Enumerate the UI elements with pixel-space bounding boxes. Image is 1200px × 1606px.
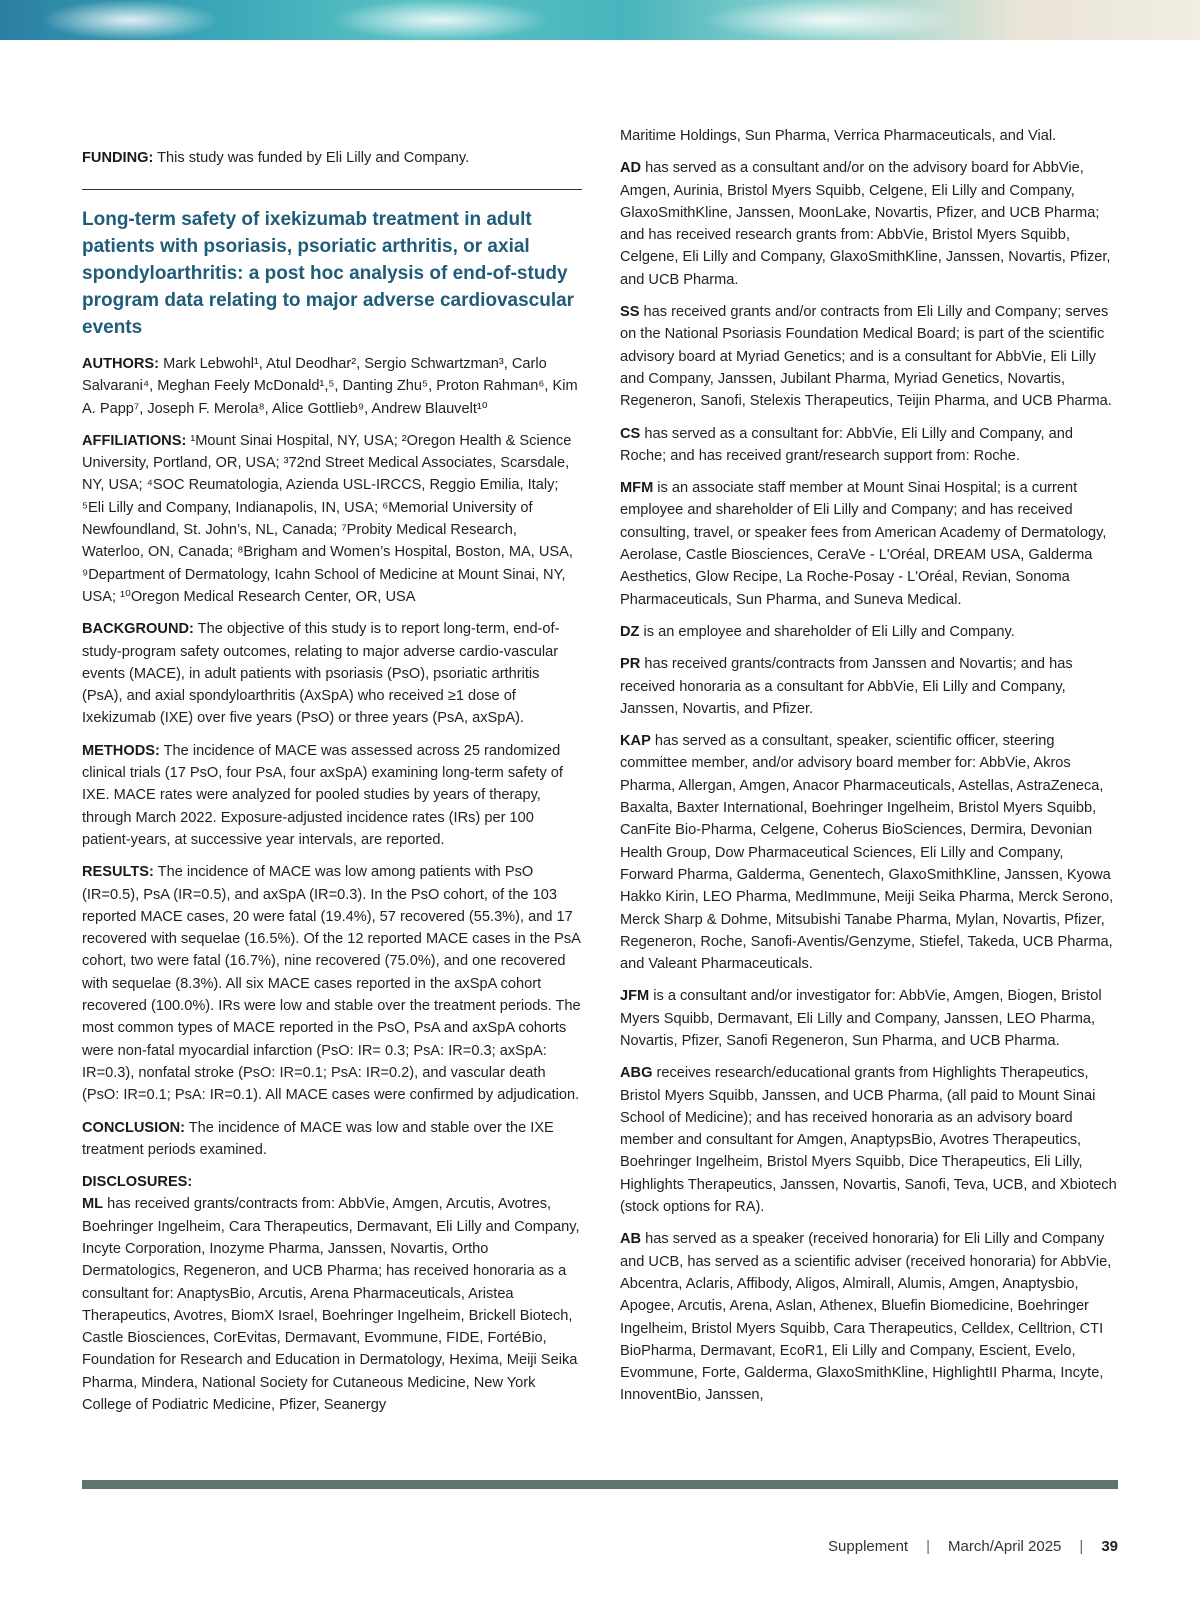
- page-footer: [828, 1538, 1118, 1555]
- disclosure-pr-text: has received grants/contracts from Janssen and Novartis; and has received honoraria as a consultant for AbbVie, Eli Lilly and Company, Janssen, Novartis, and Pfizer.: [620, 656, 1073, 717]
- conclusion: [82, 1117, 582, 1162]
- disclosure-abg: [620, 1062, 1120, 1218]
- disclosure-cs-text: has served as a consultant for: AbbVie, Eli Lilly and Company, and Roche; and has received grant/research support from: Roche.: [620, 425, 1073, 464]
- disclosure-ml-text: has received grants/contracts from: AbbVie, Amgen, Arcutis, Avotres, Boehringer Ingelheim, Cara Therapeutics, Dermavant, Eli Lilly and Company, Incyte Corporation, Inozyme Pharma, Janssen, Novartis, Ortho Dermatologics, Regeneron, and UCB Pharma; has received honoraria as a consultant for: AnaptysBio, Arcutis, Arena Pharmaceuticals, Aristea Therapeutics, Avotres, BiomX Israel, Boehringer Ingelheim, Brickell Biotech, Castle Biosciences, CorEvitas, Dermavant, Evommune, FIDE, FortéBio, Foundation for Research and Education in Dermatology, Hexima, Meiji Seika Pharma, Mindera, National Society for Cutaneous Medicine, New York College of Podiatric Medicine, Pfizer, Seanergy: [82, 1196, 580, 1414]
- page-number: 39: [1101, 1538, 1118, 1555]
- disclosure-ss-label: SS: [620, 304, 640, 321]
- authors-label: AUTHORS:: [82, 356, 160, 372]
- disclosure-dz: [620, 621, 1120, 643]
- background-text: The objective of this study is to report long-term, end-of-study-program safety outcomes, relating to major adverse cardio-vascular events (MACE), in adult patients with psoriasis (PsO), psoriatic arthritis (PsA), and axial spondyloarthritis (AxSpA) who received ≥1 dose of Ixekizumab (IXE) over five years (PsO) or three years (PsA, axSpA).: [82, 621, 560, 727]
- conclusion-label: CONCLUSION:: [82, 1119, 185, 1136]
- disclosure-cs: [620, 423, 1120, 468]
- disclosure-ss-text: has received grants and/or contracts from Eli Lilly and Company; serves on the National Psoriasis Foundation Medical Board; is part of the scientific advisory board at Myriad Genetics; and is a consultant for AbbVie, Eli Lilly and Company, Janssen, Jubilant Pharma, Myriad Genetics, Novartis, Regeneron, Sanofi, Stelexis Therapeutics, Teijin Pharma, and UCB Pharma.: [620, 304, 1112, 410]
- disclosure-pr: [620, 653, 1120, 720]
- funding-statement: [82, 147, 582, 169]
- disclosure-ml-continued: Maritime Holdings, Sun Pharma, Verrica Pharmaceuticals, and Vial.: [620, 128, 1057, 144]
- background: [82, 618, 582, 729]
- disclosure-pr-label: PR: [620, 656, 641, 673]
- results: [82, 861, 582, 1106]
- authors-text: Mark Lebwohl¹, Atul Deodhar², Sergio Schwartzman³, Carlo Salvarani⁴, Meghan Feely McDonald¹,⁵, Danting Zhu⁵, Proton Rahman⁶, Kim A. Papp⁷, Joseph F. Merola⁸, Alice Gottlieb⁹, Andrew Blauvelt¹⁰: [82, 356, 578, 417]
- disclosure-mfm-text: is an associate staff member at Mount Sinai Hospital; is a current employee and shareholder of Eli Lilly and Company; and has received consulting, travel, or speaker fees from American Academy of Dermatology, Aerolase, Castle Biosciences, CeraVe - L'Oréal, DREAM USA, Galderma Aesthetics, Glow Recipe, La Roche-Posay - L'Oréal, Revian, Sonoma Pharmaceuticals, Sun Pharma, and Suneva Medical.: [620, 480, 1107, 608]
- abstract-title: Long-term safety of ixekizumab treatment in adult patients with psoriasis, psoriatic arthritis, or axial spondyloarthritis: a post hoc analysis of end-of-study program data relating to major adverse cardiovascular events: [82, 209, 575, 338]
- header-banner: [0, 0, 1200, 40]
- results-label: RESULTS:: [82, 864, 154, 881]
- funding-text: This study was funded by Eli Lilly and Company.: [153, 150, 470, 166]
- disclosure-ad-label: AD: [620, 160, 642, 177]
- disclosure-kap: [620, 730, 1120, 975]
- disclosure-ab-text: has served as a speaker (received honoraria) for Eli Lilly and Company and UCB, has served as a scientific adviser (received honoraria) for AbbVie, Abcentra, Aclaris, Affibody, Aligos, Almirall, Alumis, Amgen, Anaptysbio, Apogee, Arcutis, Arena, Aslan, Athenex, Bluefin Biomedicine, Boehringer Ingelheim, Bristol Myers Squibb, Cara Therapeutics, Celldex, Celltrion, CTI BioPharma, Dermavant, EcoR1, Eli Lilly and Company, Escient, Evelo, Evommune, Forte, Galderma, GlaxoSmithKline, HighlightII Pharma, Incyte, InnoventBio, Janssen,: [620, 1231, 1112, 1404]
- background-label: BACKGROUND:: [82, 621, 194, 638]
- publication-name: Supplement: [828, 1538, 909, 1555]
- methods: [82, 740, 582, 851]
- disclosure-ss: [620, 301, 1120, 412]
- banner-wave: [40, 0, 220, 40]
- issue-date: March/April 2025: [948, 1538, 1062, 1555]
- conclusion-text: The incidence of MACE was low and stable over the IXE treatment periods examined.: [82, 1119, 554, 1158]
- right-column: [620, 125, 1120, 1407]
- affiliations: [82, 430, 582, 608]
- disclosure-ab-label: AB: [620, 1231, 642, 1248]
- disclosure-dz-label: DZ: [620, 623, 640, 640]
- disclosure-ad: [620, 157, 1120, 291]
- disclosure-kap-text: has served as a consultant, speaker, scientific officer, steering committee member, and/or advisory board member for: AbbVie, Akros Pharma, Allergan, Amgen, Anacor Pharmaceuticals, Astellas, AstraZeneca, Baxalta, Baxter International, Boehringer Ingelheim, Bristol Myers Squibb, CanFite Bio-Pharma, Celgene, Coherus BioSciences, Dermira, Devonian Health Group, Dow Pharmaceutical Sciences, Eli Lilly and Company, Forward Pharma, Galderma, Genentech, GlaxoSmithKline, Janssen, Kyowa Hakko Kirin, LEO Pharma, MedImmune, Meiji Seika Pharma, Merck Serono, Merck Sharp & Dohme, Mitsubishi Tanabe Pharma, Mylan, Novartis, Pfizer, Regeneron, Roche, Sanofi-Aventis/Genzyme, Stiefel, Takeda, UCB Pharma, and Valeant Pharmaceuticals.: [620, 733, 1114, 973]
- disclosure-cs-label: CS: [620, 425, 641, 442]
- footer-rule: [82, 1480, 1118, 1489]
- disclosure-mfm-label: MFM: [620, 480, 654, 497]
- disclosure-ab: [620, 1228, 1120, 1406]
- results-text: The incidence of MACE was low among patients with PsO (IR=0.5), PsA (IR=0.5), and axSpA (IR=0.3). In the PsO cohort, of the 103 reported MACE cases, 20 were fatal (19.4%), 57 recovered (55.3%), and 17 recovered with sequelae (16.5%). Of the 12 reported MACE cases in the PsA cohort, two were fatal (16.7%), nine recovered (75.0%), and one recovered with sequelae (8.3%). All six MACE cases reported in the axSpA cohort recovered (100.0%). IRs were low and stable over the treatment periods. The most common types of MACE reported in the PsO, PsA and axSpA cohorts were non-fatal myocardial infarction (PsO: IR= 0.3; PsA: IR=0.3; axSpA: IR=0.3), nonfatal stroke (PsO: IR=0.1; PsA: IR=0.2), and vascular death (PsO: IR=0.1; PsA: IR=0.1). All MACE cases were confirmed by adjudication.: [82, 864, 581, 1104]
- disclosure-mfm: [620, 477, 1120, 611]
- affiliations-text: ¹Mount Sinai Hospital, NY, USA; ²Oregon Health & Science University, Portland, OR, USA; ³72nd Street Medical Associates, Scarsdale, NY, USA; ⁴SOC Reumatologia, Azienda USL-IRCCS, Reggio Emilia, Italy; ⁵Eli Lilly and Company, Indianapolis, IN, USA; ⁶Memorial University of Newfoundland, St. John’s, NL, Canada; ⁷Probity Medical Research, Waterloo, ON, Canada; ⁸Brigham and Women’s Hospital, Boston, MA, USA, ⁹Department of Dermatology, Icahn School of Medicine at Mount Sinai, NY, USA; ¹⁰Oregon Medical Research Center, OR, USA: [82, 432, 573, 605]
- disclosure-jfm-text: is a consultant and/or investigator for: AbbVie, Amgen, Biogen, Bristol Myers Squibb, Dermavant, Eli Lilly and Company, Janssen, LEO Pharma, Novartis, Pfizer, Sanofi Regeneron, Sun Pharma, and UCB Pharma.: [620, 988, 1102, 1049]
- footer-separator: |: [926, 1538, 931, 1555]
- banner-wave: [700, 0, 960, 40]
- disclosure-jfm: [620, 985, 1120, 1052]
- disclosures: [82, 1171, 582, 1416]
- section-divider: [82, 189, 582, 190]
- disclosure-abg-label: ABG: [620, 1065, 653, 1082]
- disclosure-kap-label: KAP: [620, 733, 651, 750]
- banner-wave: [330, 0, 550, 40]
- disclosure-abg-text: receives research/educational grants from Highlights Therapeutics, Bristol Myers Squibb, Janssen, and UCB Pharma, (all paid to Mount Sinai School of Medicine); and has received honoraria as an advisory board member and consultant for Amgen, AnaptypsBio, Avotres Therapeutics, Boehringer Ingelheim, Bristol Myers Squibb, Dice Therapeutics, Eli Lilly, Highlights Therapeutics, Janssen, Novartis, Sanofi, Teva, UCB, and Xbiotech (stock options for RA).: [620, 1065, 1117, 1216]
- authors: [82, 353, 582, 420]
- disclosures-label: DISCLOSURES:: [82, 1174, 193, 1191]
- disclosure-jfm-label: JFM: [620, 988, 650, 1005]
- funding-label: FUNDING:: [82, 150, 154, 166]
- left-column: [82, 353, 582, 1416]
- affiliations-label: AFFILIATIONS:: [82, 432, 187, 449]
- disclosure-ml-label: ML: [82, 1196, 104, 1213]
- footer-separator: |: [1079, 1538, 1084, 1555]
- disclosure-dz-text: is an employee and shareholder of Eli Lilly and Company.: [639, 623, 1015, 640]
- methods-text: The incidence of MACE was assessed across 25 randomized clinical trials (17 PsO, four PsA, four axSpA) examining long-term safety of IXE. MACE rates were analyzed for pooled studies by years of therapy, through March 2022. Exposure-adjusted incidence rates (IRs) per 100 patient-years, at successive year intervals, are reported.: [82, 742, 563, 848]
- methods-label: METHODS:: [82, 742, 160, 759]
- disclosure-ad-text: has served as a consultant and/or on the advisory board for AbbVie, Amgen, Aurinia, Bristol Myers Squibb, Celgene, Eli Lilly and Company, GlaxoSmithKline, Janssen, MoonLake, Novartis, Pfizer, and UCB Pharma; and has received research grants from: AbbVie, Bristol Myers Squibb, Celgene, Eli Lilly and Company, GlaxoSmithKline, Janssen, Novartis, Pfizer, and UCB Pharma.: [620, 160, 1111, 288]
